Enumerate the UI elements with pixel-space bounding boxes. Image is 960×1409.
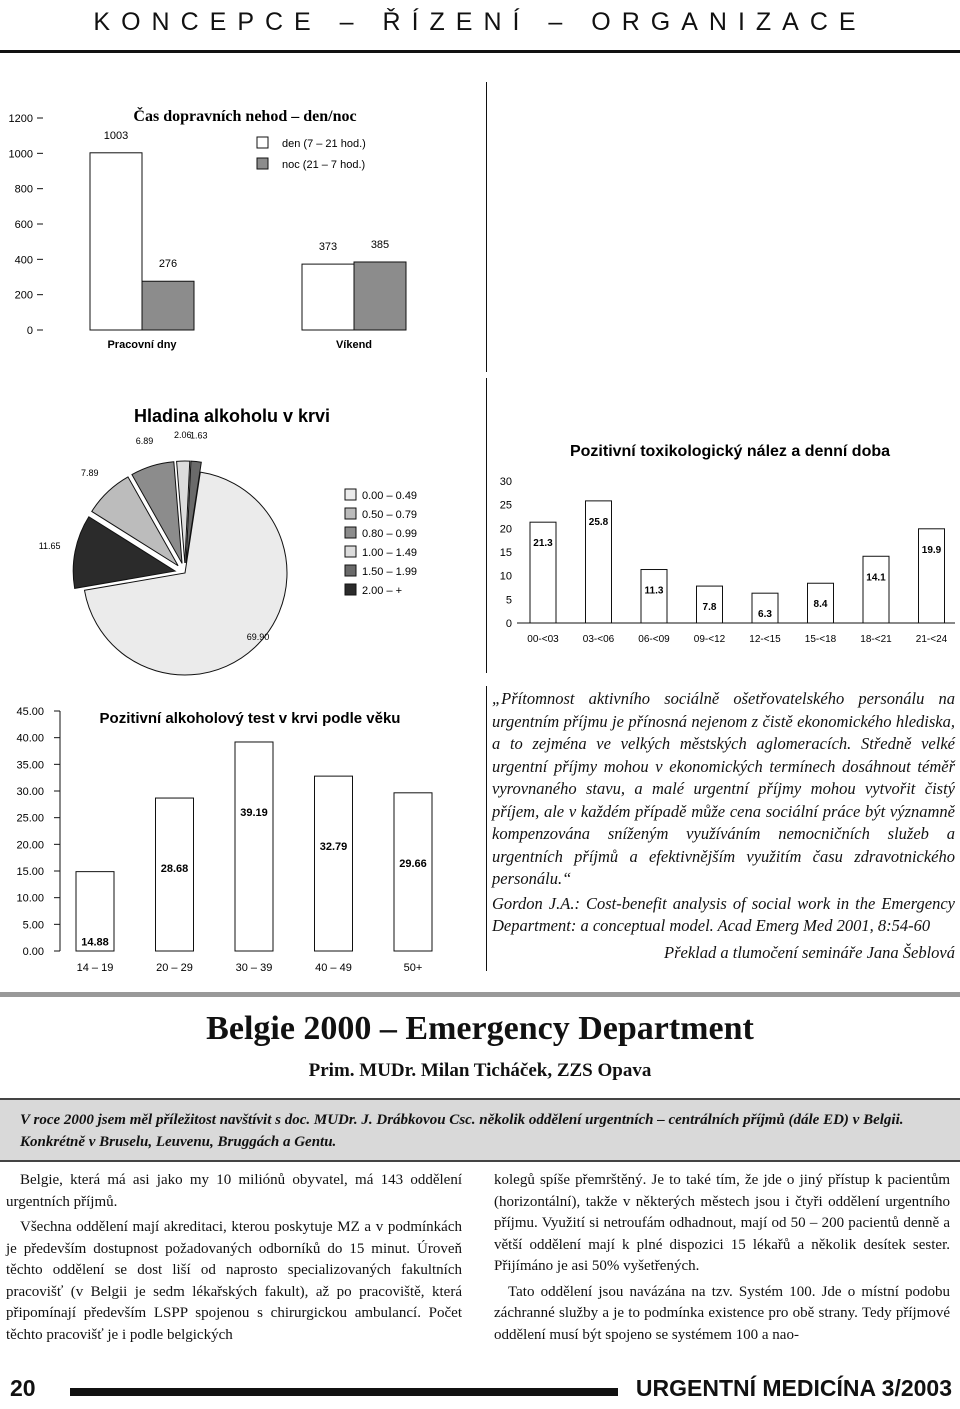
slice-label: 6.89	[135, 436, 154, 447]
slice-label: 2.06	[173, 430, 192, 441]
x-category-label: 06-<09	[638, 634, 670, 645]
slice-label: 69.90	[246, 632, 270, 642]
y-tick-label: 40.00	[16, 732, 44, 745]
bar	[235, 742, 273, 951]
legend-label: 0.50 – 0.79	[362, 509, 418, 521]
legend-swatch	[345, 508, 356, 519]
y-tick-label: 1200	[8, 113, 33, 125]
divider	[486, 378, 487, 673]
data-label: 1003	[103, 129, 129, 142]
data-label: 14.88	[81, 936, 109, 949]
x-category-label: 15-<18	[804, 634, 837, 645]
x-category-label: 00-<03	[527, 634, 559, 645]
paragraph: Všechna oddělení mají akreditaci, kterou poskytuje MZ a v podmínkách je především dostupnost požadovaných odborníků do 15 minut. Úroveň těchto oddělení se dost liší od naprosto specializovaných fakultních pracovišť (v Belgii je sedm lékařských fakult), až po pracoviště, která připomínají především LSPP spojenou s chirurgickou ambulancí. Počet těchto pracovišť je i podle belgických	[6, 1219, 462, 1343]
y-tick-label: 20	[499, 523, 512, 536]
x-category-label: 12-<15	[749, 634, 781, 645]
data-label: 21.3	[533, 538, 553, 550]
section-title: KONCEPCE – ŘÍZENÍ – ORGANIZACE	[93, 8, 867, 36]
article-column-left	[6, 1170, 462, 1350]
divider	[486, 82, 487, 372]
chart-title: Pozitivní toxikologický nález a denní doba	[569, 443, 891, 460]
data-label: 7.8	[702, 602, 717, 614]
data-label: 6.3	[758, 609, 772, 621]
legend-swatch-noc	[257, 158, 268, 169]
x-category-label: 09-<12	[693, 634, 726, 645]
bar	[302, 264, 354, 330]
legend-label: 1.50 – 1.99	[362, 566, 418, 578]
y-tick-label: 0.00	[22, 946, 44, 958]
y-tick-label: 25.00	[16, 812, 44, 825]
chart-title: Hladina alkoholu v krvi	[133, 406, 331, 426]
page-header	[0, 0, 960, 50]
data-label: 25.8	[588, 516, 609, 528]
y-tick-label: 25	[499, 499, 512, 512]
y-tick-label: 30	[499, 476, 512, 488]
y-tick-label: 20.00	[16, 839, 44, 852]
quote-text: „Přítomnost aktivního sociálně ošetřovatelského personálu na urgentním příjmu je přínosná nejenom z čistě ekonomického hlediska, a to zejména ve velkých městských aglomeracích. Středně velké urgentní příjmy mohou v ekonomických termínech dosáhnout téměř vyrovnaného stavu, a malé urgentní příjmy mohou vytvořit čistý příjem, ale v každém případě může cena sociální práce být významně kompenzována sníženým využíváním nemocničních služeb a urgentních příjmů a efektivnějším využitím času zdravotnického personálu.“	[492, 689, 955, 888]
x-category-label: 30 – 39	[235, 962, 273, 974]
y-tick-label: 1000	[8, 148, 33, 161]
section-rule	[0, 992, 960, 997]
page-footer	[0, 1375, 960, 1409]
lead-text: V roce 2000 jsem měl příležitost navštívit s doc. MUDr. J. Drábkovou Csc. několik oddělení urgentních – centrálních příjmů (dále ED) v Belgii. Konkrétně v Bruselu, Leuvenu, Bruggách a Gentu.	[20, 1112, 904, 1150]
quote-box	[492, 688, 955, 964]
legend-label: 2.00 – +	[362, 585, 403, 597]
quote-reference: Gordon J.A.: Cost-benefit analysis of social work in the Emergency Department: a conceptual model. Acad Emerg Med 2001, 8:54-60	[492, 893, 955, 935]
y-tick-label: 15.00	[16, 866, 44, 878]
slice-label: 7.89	[80, 468, 99, 479]
y-tick-label: 10.00	[16, 892, 44, 905]
bar	[315, 776, 353, 951]
data-label: 28.68	[160, 863, 189, 876]
article-lead	[0, 1098, 960, 1162]
x-category-label: Pracovní dny	[107, 339, 177, 351]
x-category-label: 20 – 29	[156, 962, 193, 974]
chart-title: Čas dopravních nehod – den/noc	[133, 108, 357, 125]
data-label: 11.3	[644, 585, 664, 597]
x-category-label: 50+	[403, 962, 423, 974]
y-tick-label: 400	[14, 254, 33, 267]
bar	[863, 556, 889, 623]
legend-swatch	[345, 527, 356, 538]
y-tick-label: 45.00	[16, 706, 44, 718]
data-label: 19.9	[921, 544, 942, 556]
legend-swatch-den	[257, 137, 268, 148]
y-tick-label: 10	[499, 570, 512, 583]
article-title: Belgie 2000 – Emergency Department	[206, 1010, 754, 1047]
paragraph: kolegů spíše přemrštěný. Je to také tím, že jde o jiný přístup k pacientům (horizontální), takže v některých městech jsou i čtyři oddělení urgentního příjmu. Využití si netroufám odhadnout, mají od 50 – 200 pacientů denně a větší oddělení mají k plné dispozici 15 lékařů a několik desítek sester. Přijímáno je asi 50% vyšetřených.	[494, 1172, 950, 1274]
data-label: 385	[370, 238, 390, 251]
article-author: Prim. MUDr. Milan Ticháček, ZZS Opava	[308, 1060, 652, 1081]
legend-label: 0.80 – 0.99	[362, 528, 418, 540]
divider	[486, 686, 487, 971]
x-category-label: 03-<06	[582, 634, 615, 645]
footer-bar	[70, 1388, 618, 1396]
data-label: 373	[318, 241, 338, 254]
x-category-label: Víkend	[335, 339, 373, 351]
quote-translation: Překlad a tlumočení semináře Jana Šeblová	[664, 942, 955, 962]
y-tick-label: 5.00	[22, 919, 44, 932]
chart-denni	[490, 378, 960, 678]
slice-label: 1.63	[189, 430, 208, 441]
legend-swatch	[345, 565, 356, 576]
paragraph: Tato oddělení jsou navázána na tzv. Systém 100. Jde o místní podobu záchranné služby a je to podmínka existence pro obě strany. Tedy příjmové oddělení musí být spojeno se systémem 100 a nao-	[494, 1283, 950, 1343]
bar	[90, 153, 142, 330]
data-label: 8.4	[813, 599, 828, 611]
header-rule	[0, 50, 960, 53]
y-tick-label: 800	[14, 183, 33, 196]
x-category-label: 18-<21	[860, 634, 892, 645]
chart-title: Pozitivní alkoholový test v krvi podle věku	[99, 710, 401, 727]
y-tick-label: 15	[499, 547, 512, 559]
y-tick-label: 35.00	[16, 759, 44, 772]
page-number: 20	[10, 1375, 36, 1401]
legend-label: den (7 – 21 hod.)	[282, 138, 366, 150]
slice-label: 11.65	[38, 541, 61, 552]
x-category-label: 40 – 49	[315, 962, 352, 974]
paragraph: Belgie, která má asi jako my 10 miliónů obyvatel, má 143 oddělení urgentních příjmů.	[6, 1172, 462, 1210]
legend-label: 0.00 – 0.49	[362, 490, 418, 502]
y-tick-label: 600	[14, 219, 33, 231]
legend-swatch	[345, 584, 356, 595]
y-tick-label: 200	[14, 289, 33, 302]
data-label: 276	[158, 258, 178, 271]
y-tick-label: 5	[505, 594, 512, 607]
data-label: 32.79	[319, 841, 348, 854]
legend-swatch	[345, 489, 356, 500]
data-label: 14.1	[866, 572, 886, 584]
y-tick-label: 0	[505, 618, 512, 630]
article-column-right	[494, 1170, 950, 1350]
data-label: 29.66	[399, 857, 427, 870]
y-tick-label: 30.00	[16, 786, 44, 798]
x-category-label: 21-<24	[915, 634, 948, 645]
bar	[354, 262, 406, 330]
chart-nehody	[0, 82, 480, 362]
chart-alkohol	[0, 378, 486, 678]
bar	[919, 529, 945, 623]
data-label: 39.19	[240, 806, 268, 819]
bar	[394, 793, 432, 951]
chart-vek	[0, 686, 486, 978]
legend-swatch	[345, 546, 356, 557]
journal-name: URGENTNÍ MEDICÍNA 3/2003	[635, 1375, 952, 1401]
legend-label: 1.00 – 1.49	[362, 547, 418, 559]
legend-label: noc (21 – 7 hod.)	[282, 159, 366, 171]
bar	[142, 281, 194, 330]
y-tick-label: 0	[26, 325, 33, 337]
x-category-label: 14 – 19	[76, 962, 114, 974]
